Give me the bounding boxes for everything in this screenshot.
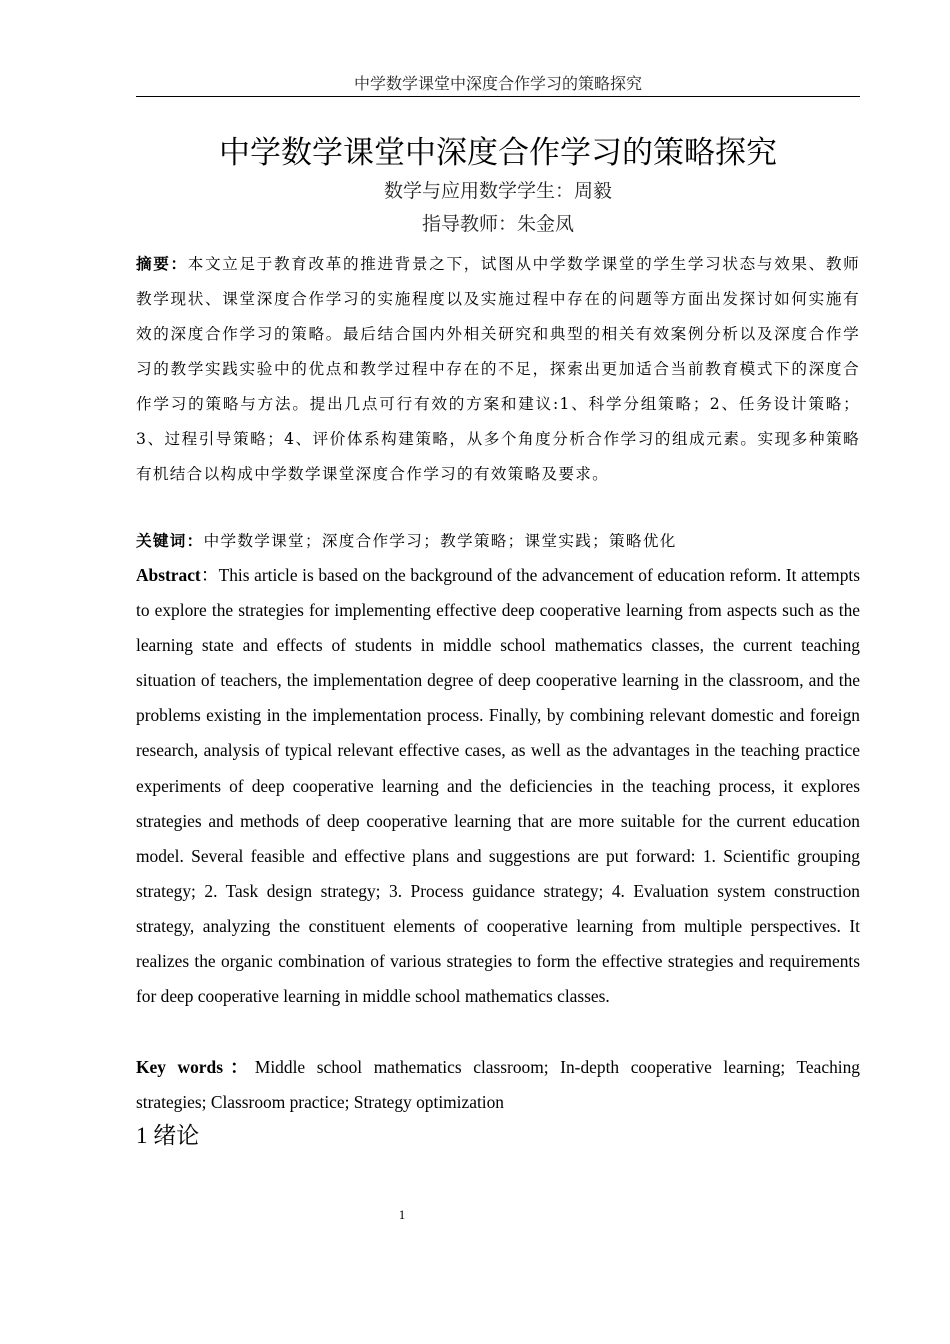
chinese-abstract-label: 摘要：: [136, 254, 188, 273]
chinese-abstract-text: 本文立足于教育改革的推进背景之下，试图从中学数学课堂的学生学习状态与效果、教师教学现状、课堂深度合作学习的实施程度以及实施过程中存在的问题等方面出发探讨如何实施有效的深度合作学习的策略。最后结合国内外相关研究和典型的相关有效案例分析以及深度合作学习的教学实践实验中的优点和教学过程中存在的不足，探索出更加适合当前教育模式下的深度合作学习的策略与方法。提出几点可行有效的方案和建议:1、科学分组策略；2、任务设计策略；3、过程引导策略；4、评价体系构建策略，从多个角度分析合作学习的组成元素。实现多种策略有机结合以构成中学数学课堂深度合作学习的有效策略及要求。: [136, 255, 861, 483]
english-keywords-separator: ：: [222, 1057, 255, 1077]
english-keywords-text: Middle school mathematics classroom; In-depth cooperative learning; Teaching strategies; Classroom practice; Strategy optimization: [136, 1057, 861, 1112]
english-keywords-label: Key words: [136, 1057, 223, 1077]
english-abstract-separator: ：: [200, 565, 219, 585]
header-divider: [136, 96, 860, 97]
paper-title: 中学数学课堂中深度合作学习的策略探究: [219, 135, 777, 171]
chinese-keywords: [136, 527, 860, 555]
chinese-keywords-label: 关键词：: [136, 531, 204, 550]
author-line: 数学与应用数学学生：周毅: [383, 180, 612, 202]
english-keywords: [136, 1050, 860, 1120]
english-abstract: [136, 558, 860, 1014]
advisor-line: 指导教师：朱金凤: [421, 213, 574, 235]
chinese-abstract: [136, 246, 860, 492]
chinese-keywords-text: 中学数学课堂；深度合作学习；教学策略；课堂实践；策略优化: [203, 532, 677, 550]
page-number: 1: [398, 1207, 406, 1222]
english-abstract-label: Abstract: [136, 565, 201, 585]
section-heading-introduction: 1 绪论: [136, 1123, 200, 1148]
english-abstract-text: This article is based on the background of the advancement of education reform. It attempts to explore the strategies for implementing effective deep cooperative learning from aspects such as the learning state and effects of students in middle school mathematics classes, the current teaching situation of teachers, the implementation degree of deep cooperative learning in the classroom, and the problems existing in the implementation process. Finally, by combining relevant domestic and foreign research, analysis of typical relevant effective cases, as well as the advantages in the teaching practice experiments of deep cooperative learning and the deficiencies in the teaching process, it explores strategies and methods of deep cooperative learning that are more suitable for the current education model. Several feasible and effective plans and suggestions are put forward: 1. Scientific grouping strategy; 2. Task design strategy; 3. Process guidance strategy; 4. Evaluation system construction strategy, analyzing the constituent elements of cooperative learning from multiple perspectives. It realizes the organic combination of various strategies to form the effective strategies and requirements for deep cooperative learning in middle school mathematics classes.: [136, 565, 860, 1007]
running-header: 中学数学课堂中深度合作学习的策略探究: [353, 74, 642, 93]
